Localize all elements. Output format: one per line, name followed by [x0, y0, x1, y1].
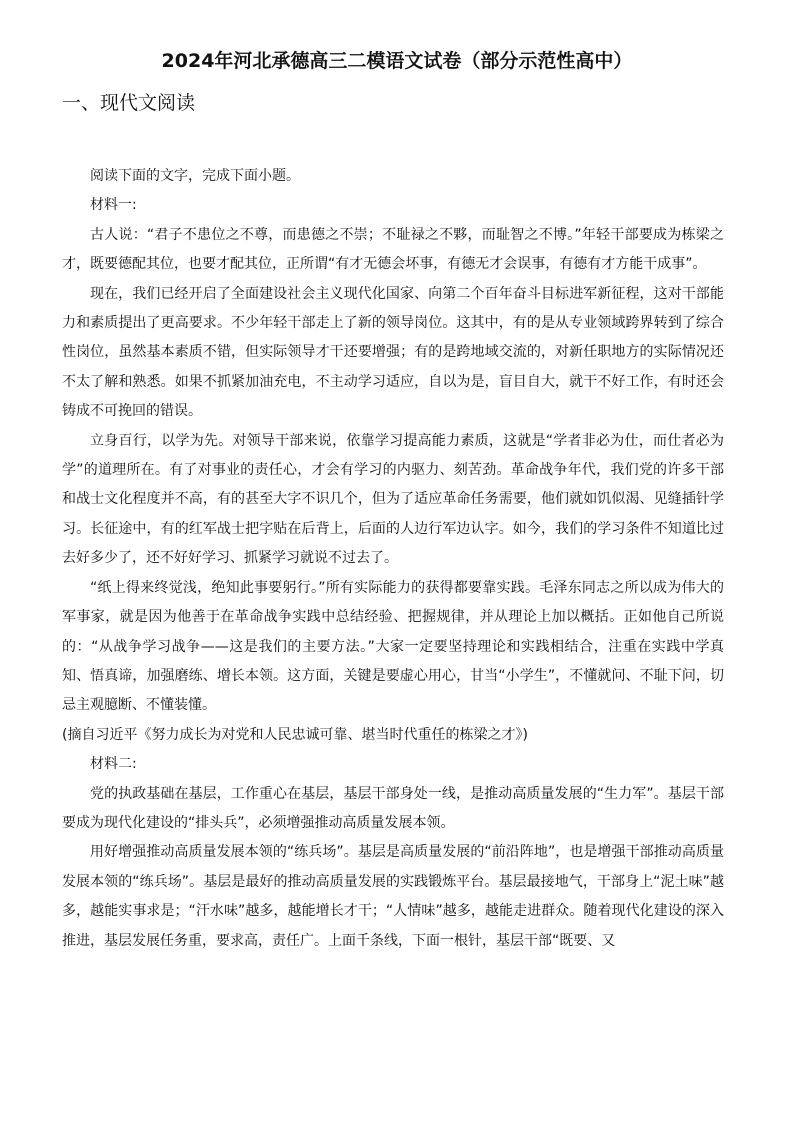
reading-passage [62, 162, 724, 956]
material-one-paragraph-4: “纸上得来终觉浅，绝知此事要躬行。”所有实际能力的获得都要靠实践。毛泽东同志之所以成为伟大的军事家，就是因为他善于在革命战争实践中总结经验、把握规律，并从理论上加以概括。正如他自己所说的：“从战争学习战争——这是我们的主要方法。”大家一定要坚持理论和实践相结合，注重在实践中学真知、悟真谛，加强磨练、增长本领。这方面，关键是要虚心用心，甘当“小学生”，不懂就问、不耻下问，切忌主观臆断、不懂装懂。 [62, 579, 724, 714]
material-one-source: (摘自习近平《努力成长为对党和人民忠诚可靠、堪当时代重任的栋梁之才》) [62, 726, 528, 743]
material-one-paragraph-3: 立身百行，以学为先。对领导干部来说，依靠学习提高能力素质，这就是“学者非必为仕，而仕者必为学”的道理所在。有了对事业的责任心，才会有学习的内驱力、刻苦劲。革命战争年代，我们党的许多干部和战士文化程度并不高，有的甚至大字不识几个，但为了适应革命任务需要，他们就如饥似渴、见缝插针学习。长征途中，有的红军战士把字贴在后背上，后面的人边行军边认字。如今，我们的学习条件不知道比过去好多少了，还不好好学习、抓紧学习就说不过去了。 [62, 432, 724, 567]
material-two-label: 材料二: [90, 756, 137, 773]
section-heading: 一、现代文阅读 [62, 92, 196, 114]
instruction-text: 阅读下面的文字，完成下面小题。 [90, 168, 300, 184]
document-title: 2024年河北承德高三二模语文试卷（部分示范性高中） [161, 50, 633, 72]
material-two-paragraph-1: 党的执政基础在基层，工作重心在基层，基层干部身处一线，是推动高质量发展的“生力军”。基层干部要成为现代化建设的“排头兵”，必须增强推动高质量发展本领。 [62, 785, 724, 831]
material-one-label: 材料一: [90, 197, 137, 214]
material-two-paragraph-2: 用好增强推动高质量发展本领的“练兵场”。基层是高质量发展的“前沿阵地”，也是增强干部推动高质量发展本领的“练兵场”。基层是最好的推动高质量发展的实践锻炼平台。基层最接地气，干部身上“泥土味”越多，越能实事求是；“汗水味”越多，越能增长才干；“人情味”越多，越能走进群众。随着现代化建设的深入推进，基层发展任务重，要求高，责任广。上面千条线，下面一根针，基层干部“既要、又 [62, 844, 724, 949]
material-one-paragraph-1: 古人说：“君子不患位之不尊，而患德之不崇；不耻禄之不夥，而耻智之不博。”年轻干部要成为栋梁之才，既要德配其位，也要才配其位，正所谓“有才无德会坏事，有德无才会误事，有德有才方能干成事”。 [62, 226, 724, 273]
material-one-paragraph-2: 现在，我们已经开启了全面建设社会主义现代化国家、向第二个百年奋斗目标进军新征程，这对干部能力和素质提出了更高要求。不少年轻干部走上了新的领导岗位。这其中，有的是从专业领域跨界转到了综合性岗位，虽然基本素质不错，但实际领导才干还要增强；有的是跨地域交流的，对新任职地方的实际情况还不太了解和熟悉。如果不抓紧加油充电，不主动学习适应，自以为是，盲目自大，就干不好工作，有时还会铸成不可挽回的错误。 [62, 285, 724, 420]
